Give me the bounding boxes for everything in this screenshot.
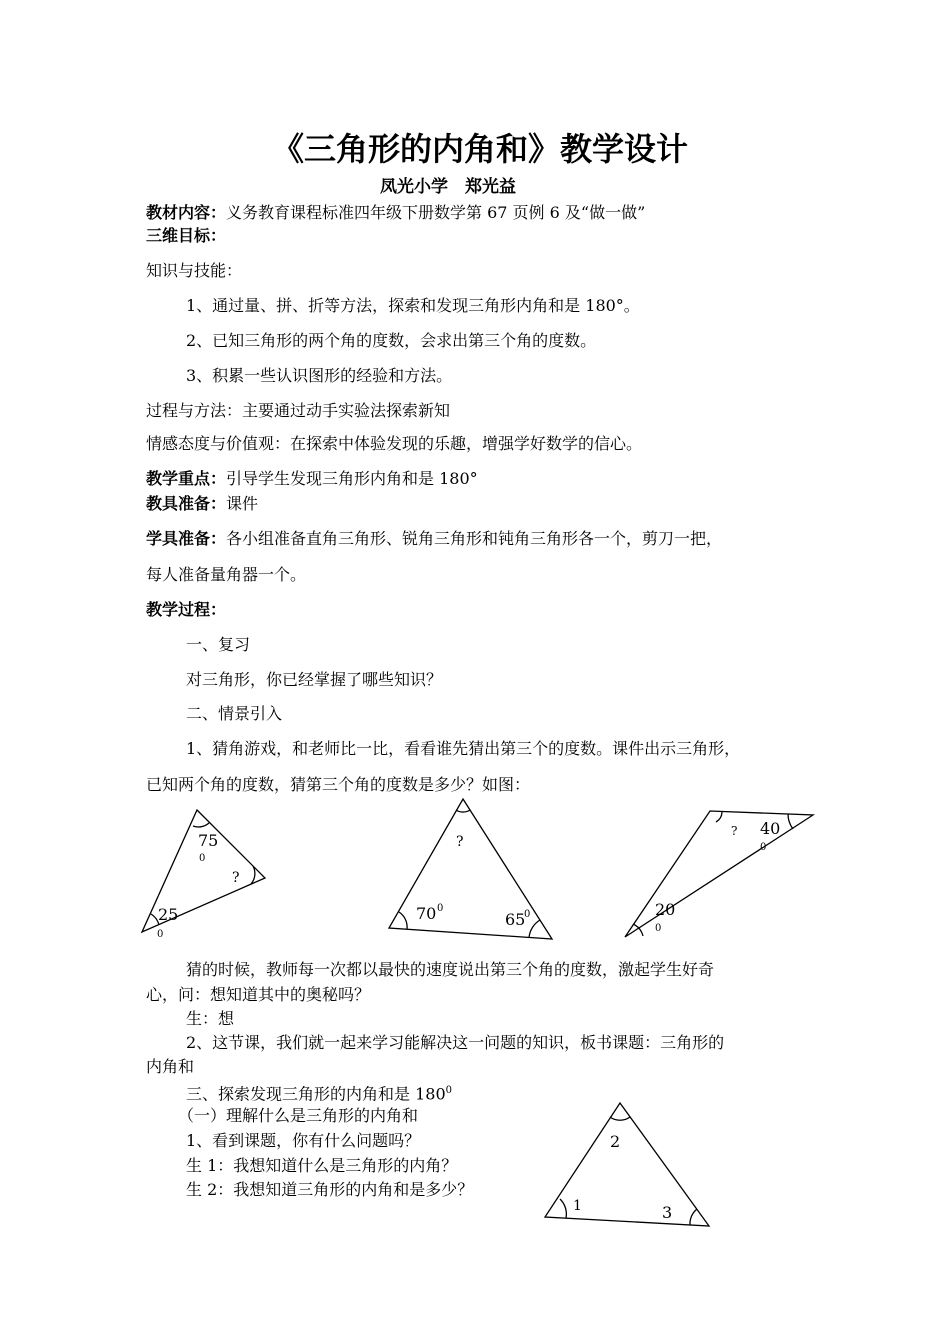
material-label: 教材内容： bbox=[146, 203, 227, 222]
tri3-left-degree: 0 bbox=[655, 923, 662, 934]
tri1-right-label: ? bbox=[232, 870, 240, 886]
explore-degree: 0 bbox=[445, 1085, 453, 1096]
triangle-1-arc-top bbox=[193, 823, 209, 827]
triangle-4-arc-left bbox=[560, 1199, 566, 1218]
triangle-4-arc-top bbox=[610, 1117, 630, 1120]
student-tools-text: 各小组准备直角三角形、锐角三角形和钝角三角形各一个，剪刀一把， bbox=[226, 529, 723, 548]
process-method: 过程与方法：主要通过动手实验法探索新知 bbox=[146, 401, 451, 420]
tri4-top-label: 2 bbox=[610, 1132, 621, 1151]
knowledge-heading: 知识与技能： bbox=[146, 261, 243, 280]
triangle-2-arc-top bbox=[456, 810, 470, 812]
page-title: 《三角形的内角和》教学设计 bbox=[272, 130, 689, 168]
explore-heading bbox=[186, 1081, 452, 1104]
game-line-2: 已知两个角的度数，猜第三个角的度数是多少？如图： bbox=[146, 775, 531, 794]
tri1-top-label: 75 bbox=[198, 831, 219, 850]
tri1-bottom-label: 25 bbox=[158, 905, 179, 924]
tri4-right-label: 3 bbox=[662, 1203, 673, 1222]
lesson-line-1: 2、这节课，我们就一起来学习能解决这一问题的知识，板书课题：三角形的 bbox=[186, 1033, 725, 1052]
explore-heading-text: 三、探索发现三角形的内角和是 180 bbox=[186, 1084, 446, 1104]
author-line: 凤光小学 郑光益 bbox=[380, 177, 516, 197]
student-tools-label: 学具准备： bbox=[146, 529, 227, 548]
triangle-3 bbox=[625, 811, 813, 937]
triangle-3-arc-top bbox=[716, 812, 722, 822]
tri3-right-degree: 0 bbox=[760, 842, 767, 853]
scene-heading: 二、情景引入 bbox=[186, 704, 283, 723]
goal-3: 3、积累一些认识图形的经验和方法。 bbox=[186, 366, 453, 385]
tri1-bottom-degree: 0 bbox=[157, 929, 164, 940]
guess-line-1: 猜的时候，教师每一次都以最快的速度说出第三个角的度数，激起学生好奇 bbox=[186, 960, 715, 979]
triangle-3-arc-right bbox=[788, 814, 793, 829]
triangle-2-arc-left bbox=[399, 912, 407, 929]
tri2-top-label: ? bbox=[456, 834, 464, 850]
material-text: 义务教育课程标准四年级下册数学第 67 页例 6 及“做一做” bbox=[226, 203, 646, 222]
lesson-line-2: 内角和 bbox=[146, 1057, 195, 1076]
triangle-2-arc-right bbox=[529, 920, 540, 938]
triangle-4-arc-right bbox=[690, 1209, 697, 1225]
question-title: 1、看到课题，你有什么问题吗？ bbox=[186, 1131, 421, 1150]
tri3-right-label: 40 bbox=[760, 819, 781, 838]
emotion-goal: 情感态度与价值观：在探索中体验发现的乐趣，增强学好数学的信心。 bbox=[146, 434, 643, 453]
keypoint-text: 引导学生发现三角形内角和是 180° bbox=[226, 469, 478, 488]
tri3-left-label: 20 bbox=[655, 900, 676, 919]
goal-2: 2、已知三角形的两个角的度数，会求出第三个角的度数。 bbox=[186, 331, 597, 350]
triangle-1-arc-right bbox=[251, 866, 255, 884]
tri2-left-label: 70 bbox=[416, 904, 437, 923]
tri2-left-degree: 0 bbox=[437, 903, 444, 914]
student-tools-cont: 每人准备量角器一个。 bbox=[146, 565, 307, 584]
review-heading: 一、复习 bbox=[186, 635, 251, 654]
game-line-1: 1、猜角游戏，和老师比一比，看看谁先猜出第三个的度数。课件出示三角形， bbox=[186, 739, 741, 758]
tools-text: 课件 bbox=[226, 494, 259, 513]
guess-line-2: 心，问：想知道其中的奥秘吗？ bbox=[146, 985, 371, 1004]
keypoint-label: 教学重点： bbox=[146, 469, 227, 488]
tri1-top-degree: 0 bbox=[199, 853, 206, 864]
student-answer: 生：想 bbox=[186, 1009, 235, 1028]
goals-label: 三维目标： bbox=[146, 226, 227, 245]
student-1: 生 1：我想知道什么是三角形的内角？ bbox=[186, 1156, 458, 1175]
tri4-left-label: 1 bbox=[573, 1198, 582, 1214]
process-label: 教学过程： bbox=[146, 600, 227, 619]
review-question: 对三角形，你已经掌握了哪些知识？ bbox=[186, 670, 443, 689]
sub-heading-1: （一）理解什么是三角形的内角和 bbox=[178, 1106, 419, 1125]
tri2-right-label: 65 bbox=[505, 910, 526, 929]
tri2-right-degree: 0 bbox=[524, 909, 531, 920]
goal-1: 1、通过量、拼、折等方法，探索和发现三角形内角和是 180°。 bbox=[186, 296, 640, 315]
triangle-4 bbox=[545, 1103, 709, 1226]
tri3-question-label: ? bbox=[731, 824, 738, 838]
tools-label: 教具准备： bbox=[146, 494, 227, 513]
student-2: 生 2：我想知道三角形的内角和是多少？ bbox=[186, 1180, 474, 1199]
